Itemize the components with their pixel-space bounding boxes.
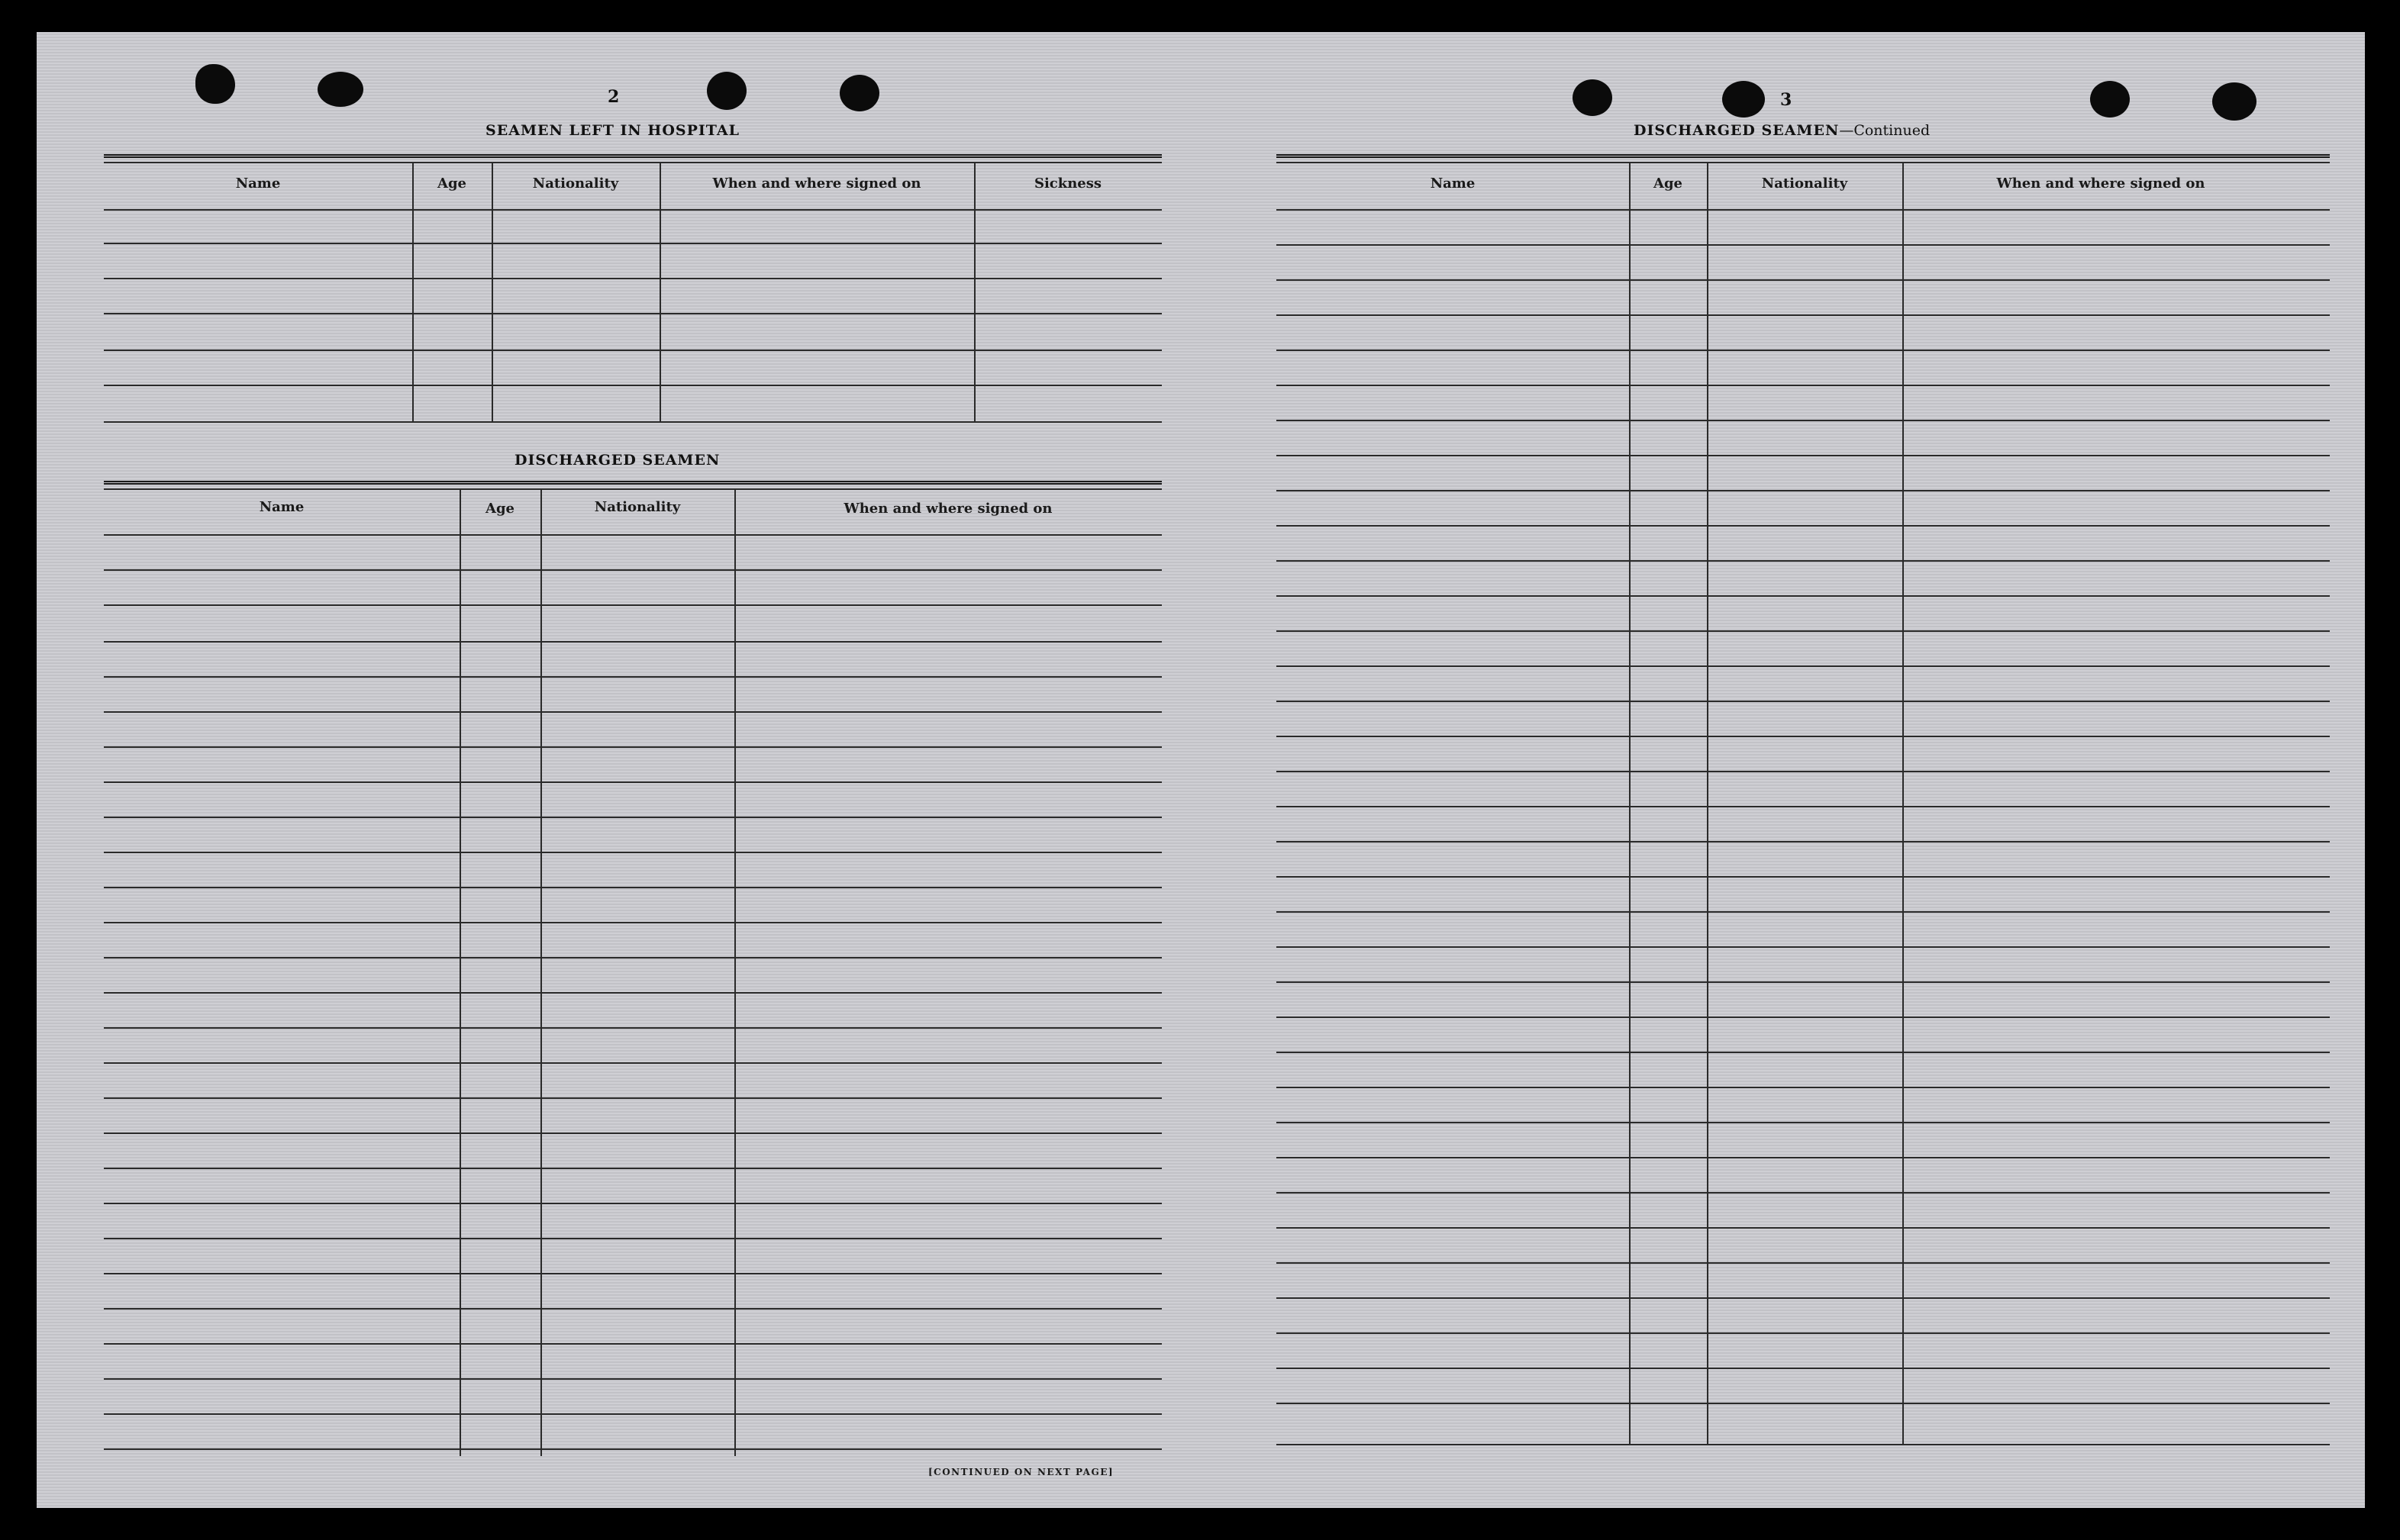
punch-hole-icon — [1573, 79, 1612, 116]
hospital-col-nationality: Nationality — [532, 176, 619, 192]
discharged-col-name: Name — [259, 499, 305, 515]
punch-hole-icon — [840, 75, 879, 111]
continued-note: [CONTINUED ON NEXT PAGE] — [928, 1467, 1115, 1477]
right-col-signed-on: When and where signed on — [1996, 176, 2205, 192]
hospital-col-age: Age — [437, 176, 466, 192]
punch-hole-icon — [318, 72, 363, 107]
discharged-table-left — [104, 481, 1162, 1484]
punch-hole-icon — [195, 64, 235, 104]
right-section-title-main: DISCHARGED SEAMEN — [1634, 122, 1840, 139]
hospital-col-name: Name — [235, 176, 281, 192]
hospital-section-title: SEAMEN LEFT IN HOSPITAL — [485, 122, 740, 139]
discharged-col-signed-on: When and where signed on — [844, 501, 1053, 517]
right-page-number: 3 — [1780, 90, 1792, 110]
left-page-number: 2 — [608, 87, 620, 107]
form-sheet — [37, 32, 2365, 1508]
right-col-nationality: Nationality — [1761, 176, 1848, 192]
right-col-age: Age — [1653, 176, 1682, 192]
hospital-table — [104, 154, 1162, 424]
right-section-title — [1634, 122, 1930, 139]
hospital-col-signed-on: When and where signed on — [712, 176, 921, 192]
discharged-col-nationality: Nationality — [594, 499, 681, 515]
right-section-title-suffix: —Continued — [1839, 122, 1931, 139]
punch-hole-icon — [2090, 81, 2130, 118]
punch-hole-icon — [707, 72, 747, 110]
right-col-name: Name — [1430, 176, 1476, 192]
discharged-section-title: DISCHARGED SEAMEN — [515, 452, 721, 469]
discharged-col-age: Age — [485, 501, 515, 517]
discharged-table-right — [1276, 154, 2330, 1451]
hospital-col-sickness: Sickness — [1034, 176, 1102, 192]
punch-hole-icon — [2212, 82, 2256, 121]
punch-hole-icon — [1722, 81, 1765, 118]
